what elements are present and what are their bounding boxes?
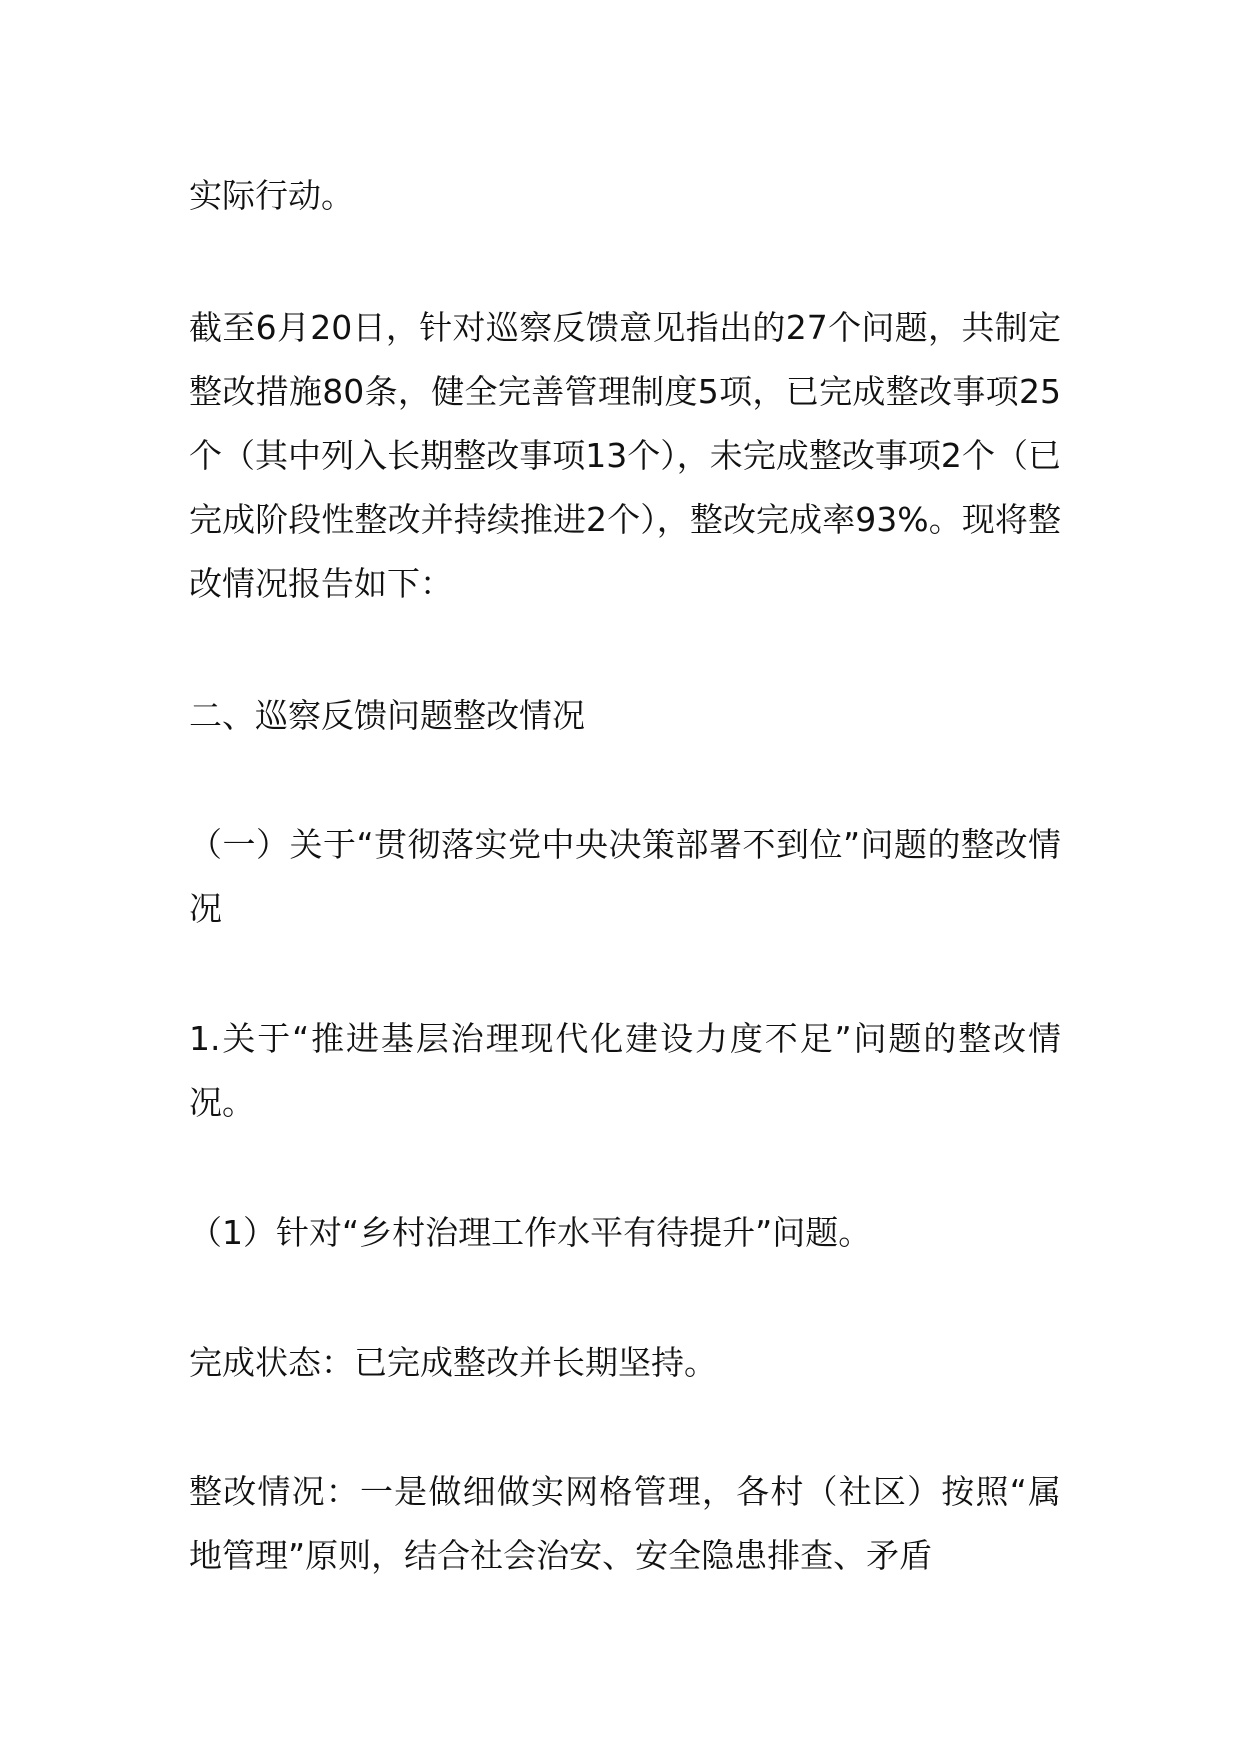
subsection-heading: （一）关于“贯彻落实党中央决策部署不到位”问题的整改情况 <box>189 825 1061 928</box>
paragraph-continuation: 实际行动。 <box>189 176 354 215</box>
sub-item-heading: （1）针对“乡村治理工作水平有待提升”问题。 <box>189 1213 872 1252</box>
item-heading: 1.关于“推进基层治理现代化建设力度不足”问题的整改情况。 <box>189 1019 1061 1122</box>
rectification-details: 整改情况：一是做细做实网格管理，各村（社区）按照“属地管理”原则，结合社会治安、安全隐患排查、矛盾 <box>189 1472 1061 1575</box>
paragraph-summary: 截至6月20日，针对巡察反馈意见指出的27个问题，共制定整改措施80条，健全完善管理制度5项，已完成整改事项25个（其中列入长期整改事项13个），未完成整改事项2个（已完成阶段性整改并持续推进2个），整改完成率93%。现将整改情况报告如下： <box>189 308 1061 603</box>
completion-status: 完成状态：已完成整改并长期坚持。 <box>189 1343 717 1382</box>
section-heading: 二、巡察反馈问题整改情况 <box>189 696 585 735</box>
